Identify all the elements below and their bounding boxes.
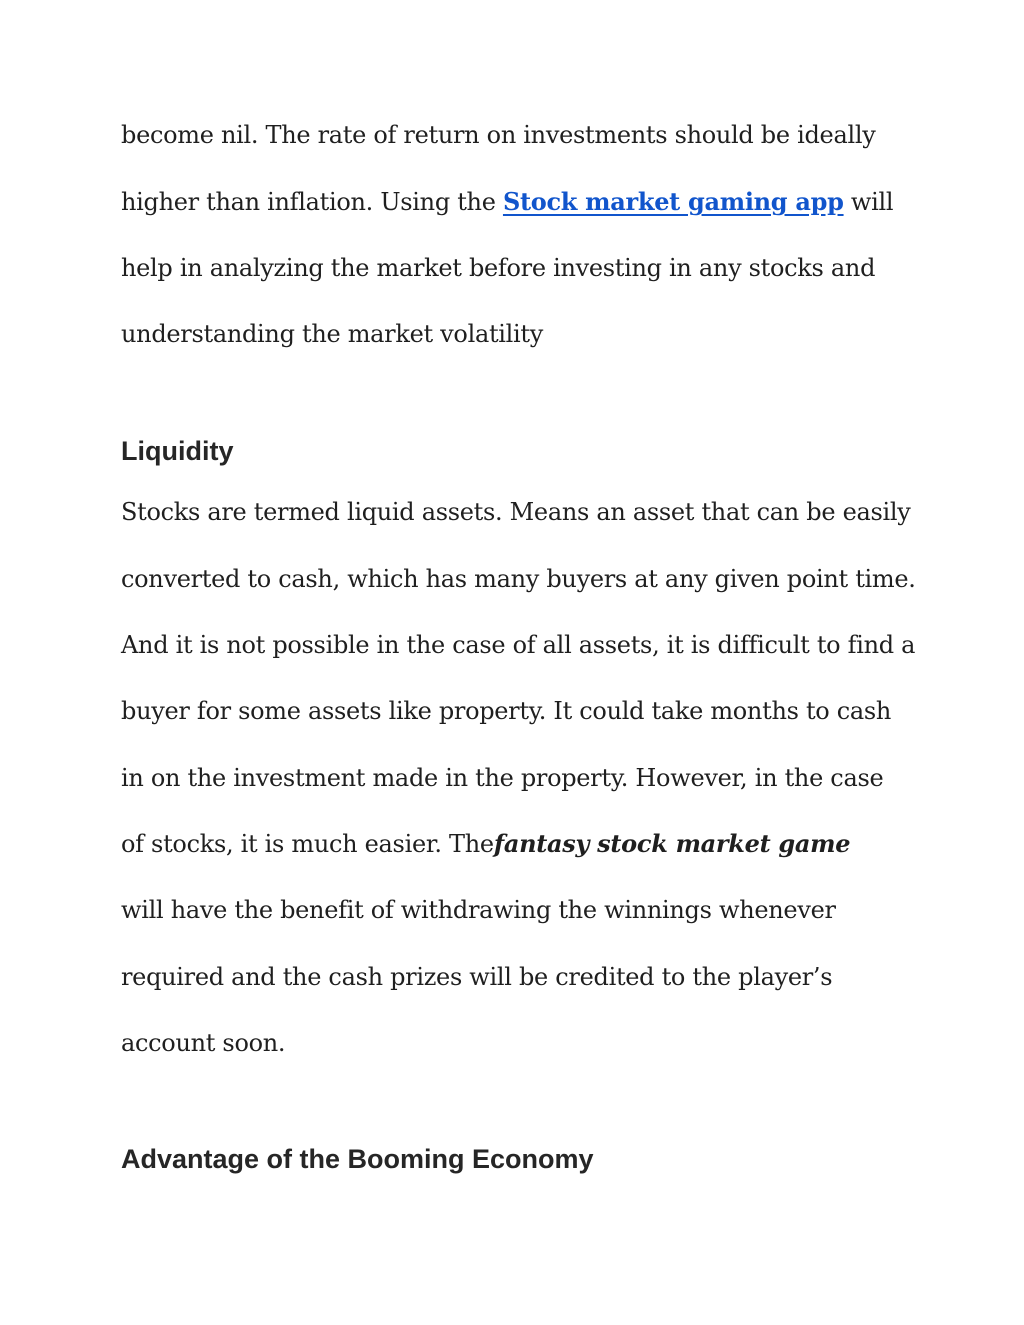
paragraph1-line2 (121, 186, 893, 218)
paragraph1-line2-text-before: higher than inflation. Using the (121, 188, 503, 216)
paragraph2-line3: And it is not possible in the case of all assets, it is difficult to find a (121, 631, 916, 659)
stock-market-gaming-app-link[interactable]: Stock market gaming app (502, 187, 844, 216)
paragraph2-line1: Stocks are termed liquid assets. Means an asset that can be easily (121, 498, 911, 526)
fantasy-stock-market-game-emphasis: fantasy stock market game (493, 829, 851, 858)
paragraph1-line2-text-after: will (843, 188, 894, 216)
paragraph2-line6-text-before: of stocks, it is much easier. The (121, 830, 494, 858)
paragraph2-line8: required and the cash prizes will be credited to the player’s (121, 963, 833, 991)
paragraph1-line1: become nil. The rate of return on investments should be ideally (121, 121, 876, 149)
paragraph2-line5: in on the investment made in the property. However, in the case (121, 764, 884, 792)
heading-liquidity: Liquidity (121, 436, 234, 466)
heading-advantage-of-booming-economy: Advantage of the Booming Economy (121, 1144, 594, 1174)
paragraph1-line4: understanding the market volatility (121, 320, 544, 348)
paragraph2-line4: buyer for some assets like property. It could take months to cash (121, 697, 892, 725)
paragraph2-line6 (121, 828, 850, 860)
paragraph2-line2: converted to cash, which has many buyers at any given point time. (121, 565, 916, 593)
paragraph2-line7: will have the benefit of withdrawing the winnings whenever (121, 896, 836, 924)
paragraph1-line3: help in analyzing the market before investing in any stocks and (121, 254, 876, 282)
paragraph2-line9: account soon. (121, 1029, 286, 1057)
